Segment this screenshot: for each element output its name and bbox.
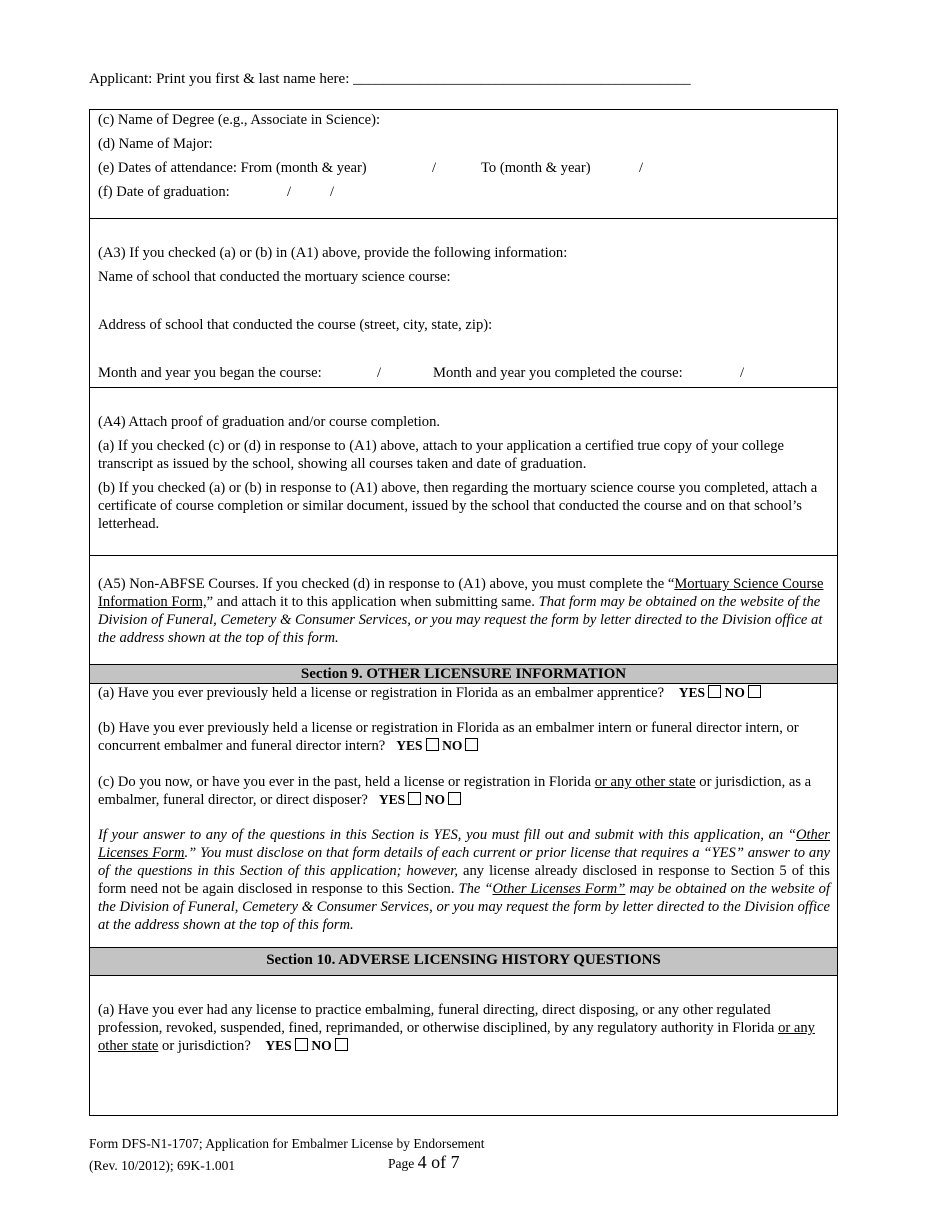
footer-form-id: Form DFS-N1-1707; Application for Embalmer License by Endorsement [89,1136,485,1151]
section10-qa-text-end: or jurisdiction? [158,1038,251,1054]
date-slash: / [432,160,437,176]
no-label: NO [424,792,446,807]
no-label: NO [311,1038,332,1053]
divider [89,555,838,556]
attendance-from-field: (e) Dates of attendance: From (month & year) [98,160,367,176]
a5-paragraph [98,575,830,647]
section10-question-a [98,1001,830,1055]
applicant-name-blank[interactable]: _____________________________________________ [353,71,691,87]
section9-question-a [98,684,761,702]
divider [89,387,838,388]
attendance-to-field: To (month & year) [481,160,591,176]
applicant-name-label: Applicant: Print you first & last name here: [89,71,350,87]
applicant-name-line [89,70,691,88]
degree-name-field: (c) Name of Degree (e.g., Associate in Science): [98,112,381,128]
page-word: Page [388,1156,415,1171]
yes-label: YES [378,792,406,807]
section9-note [98,826,830,934]
a4-heading: (A4) Attach proof of graduation and/or course completion. [98,414,441,430]
yes-checkbox[interactable] [408,792,421,805]
other-state-underline: or any other state [98,1020,815,1054]
footer-revision: (Rev. 10/2012); 69K-1.001 [89,1158,236,1173]
section9-qa-text: (a) Have you ever previously held a license or registration in Florida as an embalmer apprentice? [98,685,665,701]
page-number [388,1153,460,1173]
date-slash: / [639,160,644,176]
other-licenses-form-link-2[interactable]: Other Licenses Form” [492,881,626,897]
no-label: NO [724,685,745,700]
a3-school-address-field: Address of school that conducted the course (street, city, state, zip): [98,317,493,333]
a4-paragraph-b: (b) If you checked (a) or (b) in response to (A1) above, then regarding the mortuary science course you completed, attach a certificate of course completion or similar document, issued by the school that conducted the course and on that school’s letterhead. [98,480,818,532]
no-checkbox[interactable] [748,685,761,698]
section10-qa-text: (a) Have you ever had any license to practice embalming, funeral directing, direct disposing, or any other regulated profession, revoked, suspended, fined, reprimanded, or otherwise disciplined, by any regulatory authority in Florida [98,1002,779,1036]
date-slash: / [330,184,335,200]
other-state-underline: or any other state [594,774,696,790]
no-label: NO [442,738,463,753]
a5-lead-text: (A5) Non-ABFSE Courses. If you checked (d) in response to (A1) above, you must complete the “ [98,576,675,592]
yes-label: YES [396,738,423,753]
yes-label: YES [678,685,705,700]
page-of: 4 of 7 [417,1152,460,1172]
section10-title: Section 10. ADVERSE LICENSING HISTORY QUESTIONS [90,948,837,975]
no-checkbox[interactable] [448,792,461,805]
divider [89,218,838,219]
section9-title: Section 9. OTHER LICENSURE INFORMATION [90,665,837,683]
major-name-field: (d) Name of Major: [98,136,213,152]
note-italic-1: If your answer to any of the questions in this Section is YES, you must fill out and submit with this application, an “ [98,827,796,843]
date-slash: / [377,365,382,381]
divider [89,975,838,976]
date-slash: / [287,184,292,200]
a3-began-field: Month and year you began the course: [98,365,322,381]
no-checkbox[interactable] [335,1038,348,1051]
yes-label: YES [265,1038,292,1053]
date-slash: / [740,365,745,381]
yes-checkbox[interactable] [295,1038,308,1051]
note-plain: any license already disclosed in response to Section 5 of this form need not be again disclosed in response to this Section. [98,863,830,897]
mortuary-form-link[interactable]: Mortuary Science Course Information Form, [98,576,824,610]
a3-completed-field: Month and year you completed the course: [433,365,683,381]
a5-italic-text: That form may be obtained on the website of the Division of Funeral, Cemetery & Consumer Services, or you may request the form by letter directed to the Division office at the address shown at the top of this form. [98,594,823,646]
section9-qc-text: (c) Do you now, or have you ever in the past, held a license or registration in Florida [98,774,595,790]
a3-school-name-field: Name of school that conducted the mortuary science course: [98,269,451,285]
no-checkbox[interactable] [465,738,478,751]
a4-paragraph-a: (a) If you checked (c) or (d) in response to (A1) above, attach to your application a certified true copy of your college transcript as issued by the school, showing all courses taken and date of graduation. [98,438,785,472]
other-licenses-form-link[interactable]: Other Licenses Form [98,827,830,861]
section9-qc-text-end: or jurisdiction, as a embalmer, funeral director, or direct disposer? [98,774,812,808]
a5-mid-text: ” and attach it to this application when submitting same. [206,594,539,610]
a3-heading: (A3) If you checked (a) or (b) in (A1) above, provide the following information: [98,245,568,261]
graduation-date-field: (f) Date of graduation: [98,184,230,200]
yes-checkbox[interactable] [708,685,721,698]
section9-qb-text: (b) Have you ever previously held a license or registration in Florida as an embalmer intern or funeral director intern, or concurrent embalmer and funeral director intern? [98,720,799,754]
note-italic-4: may be obtained on the website of the Division of Funeral, Cemetery & Consumer Services, or you may request the form by letter directed to the Division office at the address shown at the top of this form. [98,881,830,933]
section9-question-b [98,719,830,755]
section9-question-c [98,773,830,809]
note-italic-3: The “ [454,881,493,897]
yes-checkbox[interactable] [426,738,439,751]
note-italic-2: .” You must disclose on that form details of each current or prior license that requires a “YES” answer to any of the questions in this Section of this application; however, [98,845,830,879]
